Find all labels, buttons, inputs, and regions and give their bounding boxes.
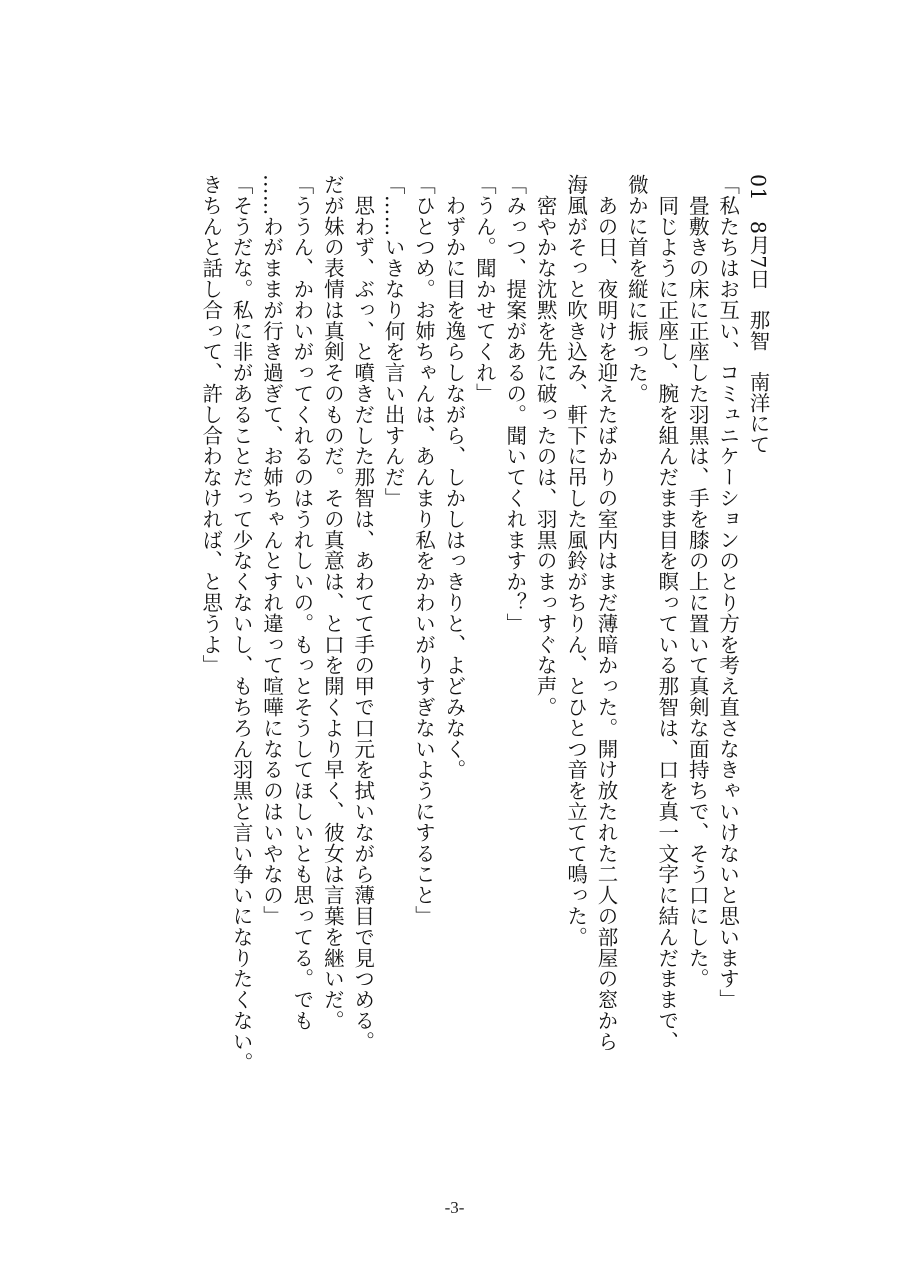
chapter-date: 8月7日 xyxy=(746,220,770,290)
text-column: 思わず、ぶっ、と噴きだした那智は、あわてて手の甲で口元を拭いながら薄目で見つめる。 xyxy=(350,174,375,1052)
chapter-place: 南洋にて xyxy=(746,371,770,455)
text-column: 同じように正座し、腕を組んだまま目を瞑っている那智は、口を真一文字に結んだままで、 xyxy=(654,174,679,1052)
chapter-number: 01 xyxy=(746,174,770,201)
chapter-heading xyxy=(743,174,773,1074)
vertical-text-body xyxy=(83,174,773,1074)
text-column: 「ううん、かわいがってくれるのはうれしいの。もっとそうしてほしいとも思ってる。でも xyxy=(289,174,314,1031)
text-column: だが妹の表情は真剣そのものだ。その真意は、と口を開くより早く、彼女は言葉を継いだ。 xyxy=(320,174,345,1031)
text-column: 「そうだな。私に非があることだって少なくないし、もちろん羽黒と言い争いになりたくない。 xyxy=(229,174,254,1073)
text-column: 海風がそっと吹き込み、軒下に吊した風鈴がちりん、とひとつ音を立てて鳴った。 xyxy=(563,174,588,948)
text-column: きちんと話し合って、許し合わなければ、と思うよ」 xyxy=(198,174,223,676)
text-column: ……わがままが行き過ぎて、お姉ちゃんとすれ違って喧嘩になるのはいやなの」 xyxy=(259,174,284,927)
text-column: 「……いきなり何を言い出すんだ」 xyxy=(381,174,406,509)
page-number: -3- xyxy=(444,1198,465,1217)
chapter-character-name: 那智 xyxy=(746,309,770,352)
text-column: 「うん。聞かせてくれ」 xyxy=(472,174,497,404)
text-column: わずかに目を逸らしながら、しかしはっきりと、よどみなく。 xyxy=(441,174,466,781)
text-column: 「ひとつめ。お姉ちゃんは、あんまり私をかわいがりすぎないようにすること」 xyxy=(411,174,436,927)
text-column: 密やかな沈黙を先に破ったのは、羽黒のまっすぐな声。 xyxy=(533,174,558,718)
text-column: 微かに首を縦に振った。 xyxy=(624,174,649,404)
text-column: 畳敷きの床に正座した羽黒は、手を膝の上に置いて真剣な面持ちで、そう口にした。 xyxy=(685,174,710,990)
text-column: 「みっつ、提案があるの。聞いてくれますか？」 xyxy=(502,174,527,634)
text-column: あの日、夜明けを迎えたばかりの室内はまだ薄暗かった。開け放たれた二人の部屋の窓から xyxy=(593,174,618,1052)
text-column: 「私たちはお互い、コミュニケーションのとり方を考え直さなきゃいけないと思います」 xyxy=(715,174,740,1010)
